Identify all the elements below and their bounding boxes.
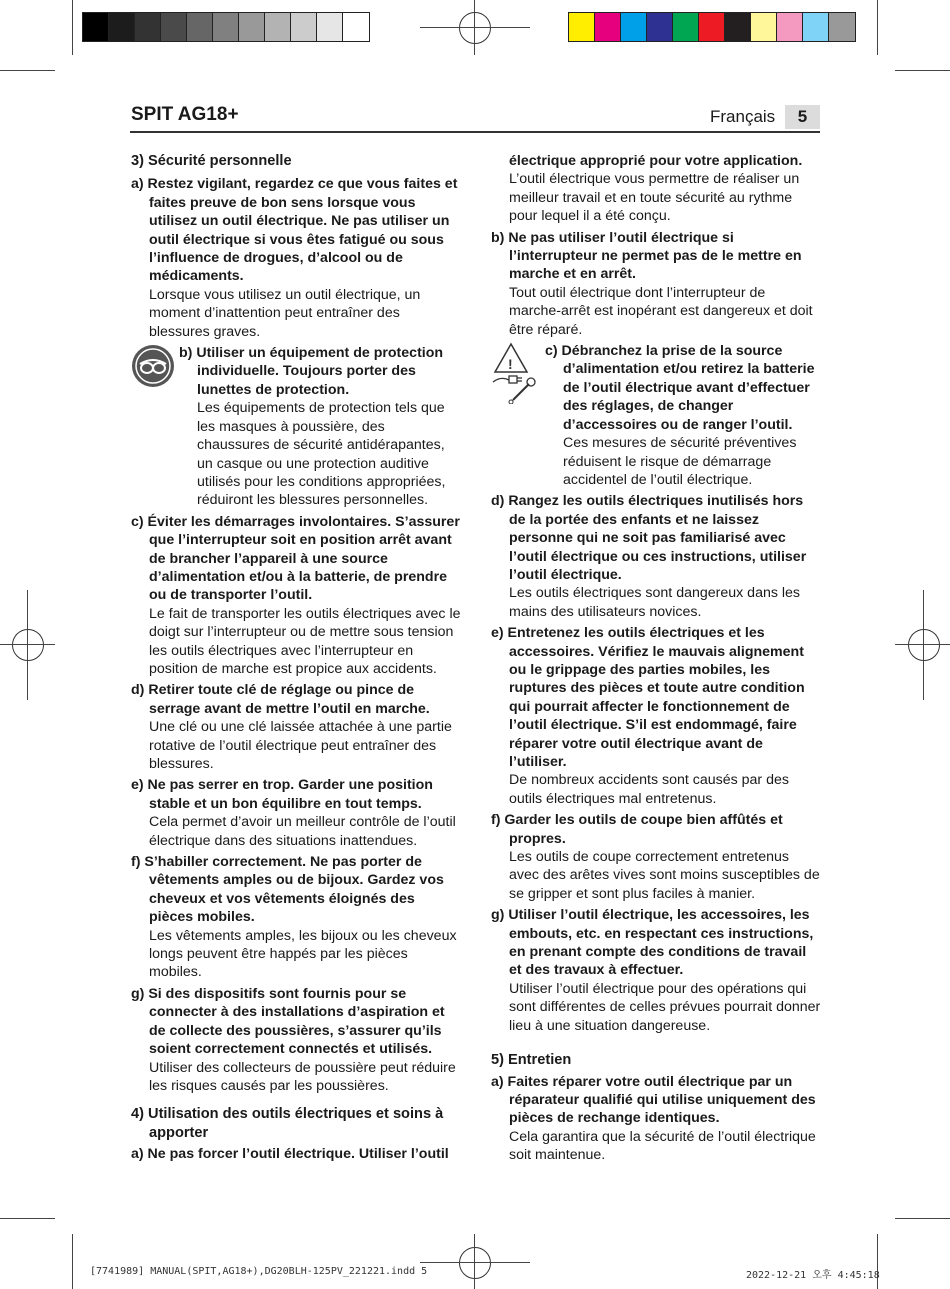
instruction-heading: a) Faites réparer votre outil électrique par un réparateur qualifié qui utilise uniquement des pièces de rechange identiques.	[491, 1073, 816, 1127]
instruction-heading: g) Si des dispositifs sont fournis pour se connecter à des installations d’aspiration et de collecte des poussières, s’assurer qu’ils soient correctement connectés et utilisés.	[131, 985, 445, 1058]
instruction-text: Utiliser l’outil électrique pour des opérations qui sont différentes de celles prévues pourrait donner lieu à une situation dangereuse.	[509, 980, 821, 1034]
instruction-heading: g) Utiliser l’outil électrique, les accessoires, les embouts, etc. en respectant ces instructions, en prenant compte des conditions de travail et des travaux à effectuer.	[491, 907, 814, 979]
crop-mark	[895, 70, 950, 71]
instruction-text: Les vêtements amples, les bijoux ou les cheveux longs peuvent être happés par les pièces mobiles.	[149, 927, 457, 981]
crop-mark	[0, 1218, 55, 1219]
right-column	[491, 152, 821, 1165]
color-swatch	[187, 13, 213, 41]
registration-mark-right	[908, 629, 940, 661]
instruction-heading: d) Retirer toute clé de réglage ou pince de serrage avant de mettre l’outil en marche.	[131, 682, 430, 717]
instruction-text: Utiliser des collecteurs de poussière peut réduire les risques causés par les poussières.	[149, 1059, 456, 1094]
registration-mark-bottom	[459, 1247, 491, 1279]
instruction-text: Les outils de coupe correctement entretenus avec des arêtes vives sont moins susceptibles de se gripper et sont plus faciles à manier.	[509, 849, 820, 902]
color-swatch	[647, 13, 673, 41]
instruction-heading: d) Rangez les outils électriques inutilisés hors de la portée des enfants et ne laissez personne qui ne soit pas familiarisé avec l’outil électrique ou ces instructions, utiliser l’outil électrique.	[491, 493, 807, 583]
gray-calibration-bar	[82, 12, 370, 42]
registration-mark-bottom	[474, 1234, 475, 1289]
header-rule	[130, 131, 820, 133]
color-swatch	[699, 13, 725, 41]
crop-mark	[0, 70, 55, 71]
color-swatch	[751, 13, 777, 41]
registration-mark-left	[27, 590, 28, 700]
instruction-heading: f) S’habiller correctement. Ne pas porter de vêtements amples ou de bijoux. Gardez vos cheveux et vos vêtements éloignés des pièces mobiles.	[131, 854, 444, 926]
color-swatch	[829, 13, 855, 41]
color-calibration-bar	[568, 12, 856, 42]
color-swatch	[317, 13, 343, 41]
instruction-text: Une clé ou une clé laissée attachée à une partie rotative de l’outil électrique peut entraîner des blessures.	[149, 719, 452, 772]
instruction-text: Cela permet d’avoir un meilleur contrôle de l’outil électrique dans des situations inattendues.	[149, 814, 456, 849]
section-heading: 3) Sécurité personnelle	[131, 153, 292, 169]
registration-mark-top	[474, 0, 475, 55]
instruction-heading: a) Ne pas forcer l’outil électrique. Utiliser l’outil	[131, 1146, 449, 1163]
color-swatch	[161, 13, 187, 41]
color-swatch	[673, 13, 699, 41]
instruction-text: Les équipements de protection tels que les masques à poussière, des chaussures de sécurité antidérapantes, un casque ou une protection auditive utilisés pour les conditions appropriées, réduiront les blessures personnelles.	[197, 400, 446, 509]
svg-text:!: !	[508, 356, 513, 373]
color-swatch	[83, 13, 109, 41]
instruction-text: Tout outil électrique dont l’interrupteur de marche-arrêt est inopérant est dangereux et doit être réparé.	[509, 284, 813, 338]
registration-mark-top	[420, 27, 530, 28]
language-label: Français	[710, 107, 776, 126]
instruction-heading: a) Restez vigilant, regardez ce que vous faites et faites preuve de bon sens lorsque vous utilisez un outil électrique. Ne pas utiliser un outil électrique si vous êtes fatigué ou sous l’influence de drogues, d’alcool ou de médicaments.	[131, 176, 458, 285]
crop-mark	[72, 1234, 73, 1289]
instruction-text: Ces mesures de sécurité préventives réduisent le risque de démarrage accidentel de l’outil électrique.	[563, 435, 797, 488]
color-swatch	[135, 13, 161, 41]
color-swatch	[777, 13, 803, 41]
print-timestamp: 2022-12-21 오후 4:45:18	[746, 1270, 880, 1281]
instruction-text: Lorsque vous utilisez un outil électrique, un moment d’inattention peut entraîner des blessures graves.	[149, 286, 421, 340]
color-swatch	[621, 13, 647, 41]
instruction-heading: électrique approprié pour votre application.	[509, 153, 803, 169]
instruction-heading: b) Ne pas utiliser l’outil électrique si l’interrupteur ne permet pas de le mettre en marche et en arrêt.	[491, 229, 802, 283]
color-swatch	[239, 13, 265, 41]
color-swatch	[803, 13, 829, 41]
color-swatch	[213, 13, 239, 41]
instruction-text: Les outils électriques sont dangereux dans les mains des utilisateurs novices.	[509, 585, 801, 620]
color-swatch	[569, 13, 595, 41]
instruction-heading: e) Ne pas serrer en trop. Garder une position stable et un bon équilibre en tout temps.	[131, 777, 433, 812]
instruction-with-icon	[491, 342, 821, 492]
instruction-text: De nombreux accidents sont causés par des outils électriques mal entretenus.	[509, 772, 789, 807]
crop-mark	[877, 0, 878, 55]
instruction-text: Le fait de transporter les outils électriques avec le doigt sur l’interrupteur ou de mettre sous tension les outils électriques avec l’interrupteur en position de marche est propice aux accidents.	[149, 605, 461, 677]
unplug-warning-icon	[491, 342, 541, 404]
color-swatch	[343, 13, 369, 41]
page-title: SPIT AG18+	[131, 104, 239, 125]
instruction-heading: c) Éviter les démarrages involontaires. S’assurer que l’interrupteur soit en position arrêt avant de brancher l’appareil à une source d’alimentation et/ou à la batterie, de prendre ou de transporter l’outil.	[131, 513, 460, 604]
registration-mark-top	[459, 12, 491, 44]
instruction-with-icon	[131, 344, 461, 513]
instruction-text: L’outil électrique vous permettre de réaliser un meilleur travail et en toute sécurité au rythme pour lequel il a été conçu.	[509, 171, 800, 225]
instruction-heading: e) Entretenez les outils électriques et les accessoires. Vérifiez le mauvais alignement ou le grippage des parties mobiles, les ruptures des pièces et toute autre condition qui pourrait affecter le fonctionnement de l’outil électrique. S’il est endommagé, faire réparer votre outil électrique avant de l’utiliser.	[491, 625, 805, 770]
safety-goggles-icon	[131, 344, 175, 388]
section-heading: 4) Utilisation des outils électriques et soins à apporter	[131, 1106, 444, 1141]
color-swatch	[265, 13, 291, 41]
color-swatch	[595, 13, 621, 41]
file-slug: [7741989] MANUAL(SPIT,AG18+),DG20BLH-125PV_221221.indd 5	[90, 1266, 428, 1277]
color-swatch	[291, 13, 317, 41]
instruction-text: Cela garantira que la sécurité de l’outil électrique soit maintenue.	[509, 1128, 816, 1164]
color-swatch	[109, 13, 135, 41]
crop-mark	[895, 1218, 950, 1219]
section-heading: 5) Entretien	[491, 1052, 572, 1069]
color-swatch	[725, 13, 751, 41]
instruction-heading: c) Débranchez la prise de la source d’alimentation et/ou retirez la batterie de l’outil électrique avant d’effectuer des réglages, de changer d’accessoires ou de ranger l’outil.	[545, 343, 815, 433]
crop-mark	[72, 0, 73, 55]
left-column	[131, 152, 461, 1164]
registration-mark-bottom	[420, 1262, 530, 1263]
instruction-heading: f) Garder les outils de coupe bien affûtés et propres.	[491, 812, 783, 847]
registration-mark-right	[923, 590, 924, 700]
instruction-heading: b) Utiliser un équipement de protection individuelle. Toujours porter des lunettes de protection.	[179, 345, 444, 398]
page-number: 5	[785, 105, 820, 129]
registration-mark-left	[12, 629, 44, 661]
